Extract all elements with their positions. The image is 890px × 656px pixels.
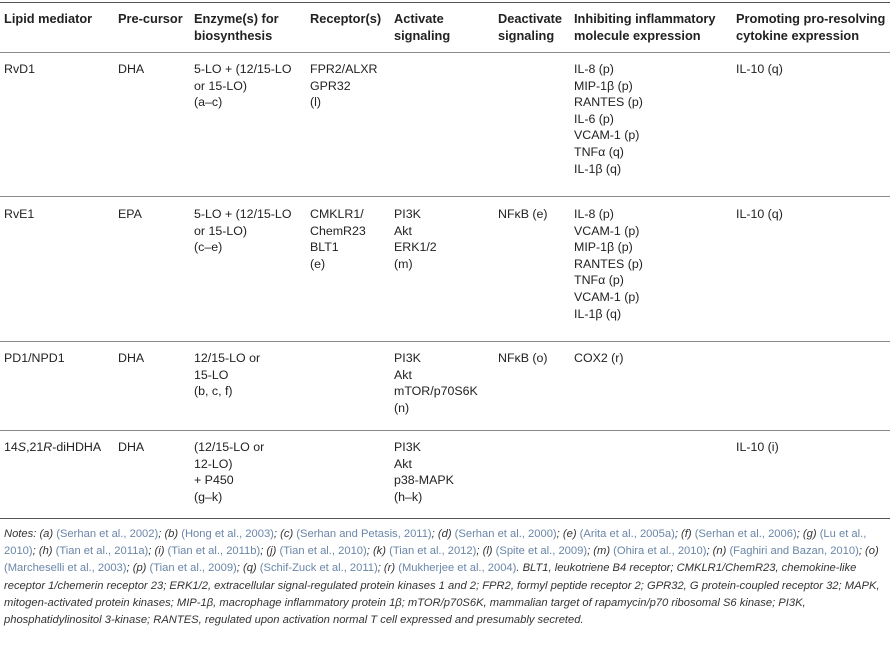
cell-receptors-line: (l) [310, 95, 322, 110]
citation-link[interactable]: (Hong et al., 2003) [181, 528, 274, 540]
note-text: ; (f) [674, 528, 695, 540]
header-receptors [310, 10, 381, 27]
cell-lipid-mediator [4, 439, 101, 456]
cell-receptors [310, 206, 366, 272]
citation-link[interactable]: (Schif-Zuck et al., 2011) [259, 562, 378, 575]
cell-enzymes-line: or 15-LO) [194, 223, 248, 238]
note-text: ; (b) [158, 528, 182, 540]
cell-enzymes-line: 12-LO) [194, 456, 233, 471]
header-precursor-line: Pre-cursor [118, 11, 183, 26]
cell-promoting-cytokines-line: IL-10 (q) [736, 207, 783, 221]
note-text: ; (k) [366, 545, 390, 558]
cell-promoting-cytokines-line: IL-10 (i) [736, 440, 779, 454]
cell-promoting-cytokines [736, 206, 783, 223]
header-enzymes [194, 10, 279, 44]
header-activate-signaling-line: Activate [394, 11, 444, 26]
header-inhibiting-molecules [574, 10, 715, 44]
cell-lipid-mediator [4, 350, 65, 367]
header-deactivate-signaling [498, 10, 562, 44]
header-lipid-mediator-line: Lipid mediator [4, 11, 93, 26]
cell-inhibiting-molecules-line: VCAM-1 (p) [574, 223, 640, 238]
cell-precursor-line: DHA [118, 62, 145, 76]
note-text: ; (l) [476, 545, 496, 558]
cell-lipid-mediator [4, 61, 35, 78]
citation-link[interactable]: (Tian et al., 2009) [149, 562, 237, 575]
citation-link[interactable]: (Tian et al., 2011b) [167, 545, 261, 558]
rule-row3 [0, 430, 890, 431]
cell-activate-signaling-line: PI3K [394, 207, 421, 221]
citation-link[interactable]: (Tian et al., 2012) [389, 545, 477, 558]
cell-inhibiting-molecules-line: IL-6 (p) [574, 111, 614, 126]
table-notes [4, 526, 884, 629]
cell-precursor-line: DHA [118, 351, 145, 365]
cell-inhibiting-molecules-line: VCAM-1 (p) [574, 289, 640, 304]
note-text: ; (h) [32, 545, 56, 558]
cell-deactivate-signaling [498, 350, 548, 367]
cell-inhibiting-molecules-line: MIP-1β (p) [574, 240, 633, 255]
cell-activate-signaling-line: p38-MAPK [394, 473, 454, 488]
citation-link[interactable]: (Spite et al., 2009) [495, 545, 588, 558]
rule-top [0, 2, 890, 3]
citation-link[interactable]: (Marcheselli et al., 2003) [4, 562, 127, 575]
header-enzymes-line: biosynthesis [194, 28, 273, 43]
header-precursor [118, 10, 183, 27]
cell-inhibiting-molecules-line: VCAM-1 (p) [574, 128, 640, 143]
note-text: ; (q) [236, 562, 260, 575]
citation-link[interactable]: (Tian et al., 2010) [279, 545, 367, 558]
cell-enzymes [194, 350, 260, 400]
cell-inhibiting-molecules [574, 206, 643, 322]
header-promoting-cytokines-line: Promoting pro-resolving [736, 11, 886, 26]
cell-enzymes-line: 12/15-LO or [194, 351, 261, 365]
cell-enzymes-line: 15-LO [194, 367, 229, 382]
cell-lipid-mediator-line: RvD1 [4, 62, 35, 76]
cell-activate-signaling-line: Akt [394, 456, 412, 471]
cell-enzymes-line: (a–c) [194, 95, 223, 110]
note-text: ; (j) [260, 545, 280, 558]
header-receptors-line: Receptor(s) [310, 11, 382, 26]
citation-link[interactable]: (Arita et al., 2005a) [579, 528, 675, 540]
cell-inhibiting-molecules [574, 350, 624, 367]
rule-bottom [0, 518, 890, 519]
cell-receptors-line: CMKLR1/ [310, 207, 364, 221]
header-deactivate-signaling-line: signaling [498, 28, 555, 43]
cell-activate-signaling-line: PI3K [394, 351, 421, 365]
cell-inhibiting-molecules-line: IL-1β (q) [574, 306, 622, 321]
cell-inhibiting-molecules-line: IL-8 (p) [574, 207, 614, 221]
cell-receptors-line: BLT1 [310, 240, 339, 255]
cell-enzymes-line: 5-LO + (12/15-LO [194, 62, 292, 76]
note-text: ; (r) [377, 562, 399, 575]
note-text: ; (c) [273, 528, 297, 540]
cell-inhibiting-molecules-line: MIP-1β (p) [574, 78, 633, 93]
note-text: ; (d) [431, 528, 455, 540]
note-text: ; (m) [587, 545, 614, 558]
cell-precursor [118, 350, 144, 367]
cell-activate-signaling-line: (n) [394, 400, 410, 415]
cell-precursor [118, 439, 144, 456]
note-text: ; (o) [858, 545, 879, 558]
cell-precursor-line: EPA [118, 207, 142, 221]
header-activate-signaling [394, 10, 450, 44]
header-activate-signaling-line: signaling [394, 28, 451, 43]
cell-promoting-cytokines [736, 61, 783, 78]
cell-receptors-line: ChemR23 [310, 223, 366, 238]
cell-inhibiting-molecules-line: COX2 (r) [574, 351, 624, 365]
rule-row1 [0, 196, 890, 197]
cell-receptors-line: (e) [310, 256, 326, 271]
cell-precursor [118, 206, 142, 223]
cell-activate-signaling-line: mTOR/p70S6K [394, 384, 478, 399]
cell-activate-signaling [394, 439, 454, 505]
rule-header [0, 52, 890, 53]
cell-receptors-line: FPR2/ALXR [310, 62, 378, 76]
cell-activate-signaling-line: (m) [394, 256, 413, 271]
cell-enzymes-line: (g–k) [194, 489, 223, 504]
cell-inhibiting-molecules-line: RANTES (p) [574, 256, 643, 271]
citation-link[interactable]: (Serhan et al., 2006) [694, 528, 797, 540]
note-text: ; (p) [126, 562, 150, 575]
cell-enzymes-line: or 15-LO) [194, 78, 248, 93]
cell-deactivate-signaling-line: NFκB (o) [498, 351, 548, 365]
cell-activate-signaling-line: Akt [394, 223, 412, 238]
cell-promoting-cytokines-line: IL-10 (q) [736, 62, 783, 76]
cell-enzymes [194, 439, 264, 505]
citation-link[interactable]: (Faghiri and Bazan, 2010) [729, 545, 859, 558]
citation-link[interactable]: (Mukherjee et al., 2004) [398, 562, 517, 575]
header-promoting-cytokines [736, 10, 885, 44]
cell-inhibiting-molecules-line: TNFα (q) [574, 144, 624, 159]
cell-activate-signaling-line: Akt [394, 367, 412, 382]
cell-enzymes-line: 5-LO + (12/15-LO [194, 207, 292, 221]
cell-precursor [118, 61, 144, 78]
cell-enzymes-line: (b, c, f) [194, 384, 233, 399]
note-text: . BLT1, leukotriene B4 receptor; CMKLR1/ChemR23, chemokine-like receptor 1/chemerin receptor 23; ERK1/2, extracellular signal-regulated protein kinases 1 and 2; FPR2, formyl peptide receptor 2; GPR32, G protein-coupled receptor 32; MAPK, mitogen-activated protein kinases; MIP-1β, macrophage inflammatory protein 1β; mTOR/p70S6K, mammalian target of rapamycin/p70 ribosomal S6 kinase; PI3K, phosphatidylinositol 3-kinase; RANTES, regulated upon activation normal T cell expressed and presumably secreted. [4, 562, 880, 627]
cell-inhibiting-molecules-line: IL-1β (q) [574, 161, 622, 176]
note-text: ; (n) [706, 545, 730, 558]
cell-inhibiting-molecules-line: TNFα (p) [574, 273, 624, 288]
cell-activate-signaling [394, 206, 437, 272]
header-promoting-cytokines-line: cytokine expression [736, 28, 860, 43]
note-text: Notes: (a) [4, 528, 57, 540]
cell-lipid-mediator-line: PD1/NPD1 [4, 351, 65, 365]
cell-precursor-line: DHA [118, 440, 145, 454]
cell-enzymes-line: (c–e) [194, 240, 223, 255]
cell-activate-signaling-line: PI3K [394, 440, 421, 454]
cell-lipid-mediator-line: RvE1 [4, 207, 35, 221]
citation-link[interactable]: (Ohira et al., 2010) [613, 545, 707, 558]
cell-receptors [310, 61, 377, 111]
note-text: ; (g) [796, 528, 820, 540]
cell-lipid-mediator [4, 206, 34, 223]
note-text: ; (e) [556, 528, 580, 540]
citation-link[interactable]: (Tian et al., 2011a) [55, 545, 149, 558]
cell-enzymes [194, 206, 291, 256]
cell-enzymes-line: + P450 [194, 473, 234, 488]
cell-deactivate-signaling-line: NFκB (e) [498, 207, 548, 221]
cell-inhibiting-molecules-line: IL-8 (p) [574, 62, 614, 76]
cell-enzymes [194, 61, 291, 111]
cell-receptors-line: GPR32 [310, 78, 351, 93]
citation-link[interactable]: (Serhan et al., 2000) [454, 528, 557, 540]
citation-link[interactable]: (Lu et al., 2010) [4, 528, 867, 558]
cell-deactivate-signaling [498, 206, 548, 223]
header-deactivate-signaling-line: Deactivate [498, 11, 563, 26]
cell-enzymes-line: (12/15-LO or [194, 440, 265, 454]
citation-link[interactable]: (Serhan and Petasis, 2011) [296, 528, 432, 540]
header-lipid-mediator [4, 10, 92, 27]
cell-activate-signaling-line: ERK1/2 [394, 240, 437, 255]
cell-inhibiting-molecules-line: RANTES (p) [574, 95, 643, 110]
cell-activate-signaling [394, 350, 478, 416]
rule-row2 [0, 341, 890, 342]
header-inhibiting-molecules-line: molecule expression [574, 28, 701, 43]
header-inhibiting-molecules-line: Inhibiting inflammatory [574, 11, 716, 26]
cell-activate-signaling-line: (h–k) [394, 489, 423, 504]
cell-inhibiting-molecules [574, 61, 643, 177]
cell-promoting-cytokines [736, 439, 779, 456]
citation-link[interactable]: (Serhan et al., 2002) [56, 528, 159, 540]
header-enzymes-line: Enzyme(s) for [194, 11, 279, 26]
note-text: ; (i) [148, 545, 168, 558]
cell-lipid-mediator-line: 14S,21R-diHDHA [4, 440, 102, 454]
